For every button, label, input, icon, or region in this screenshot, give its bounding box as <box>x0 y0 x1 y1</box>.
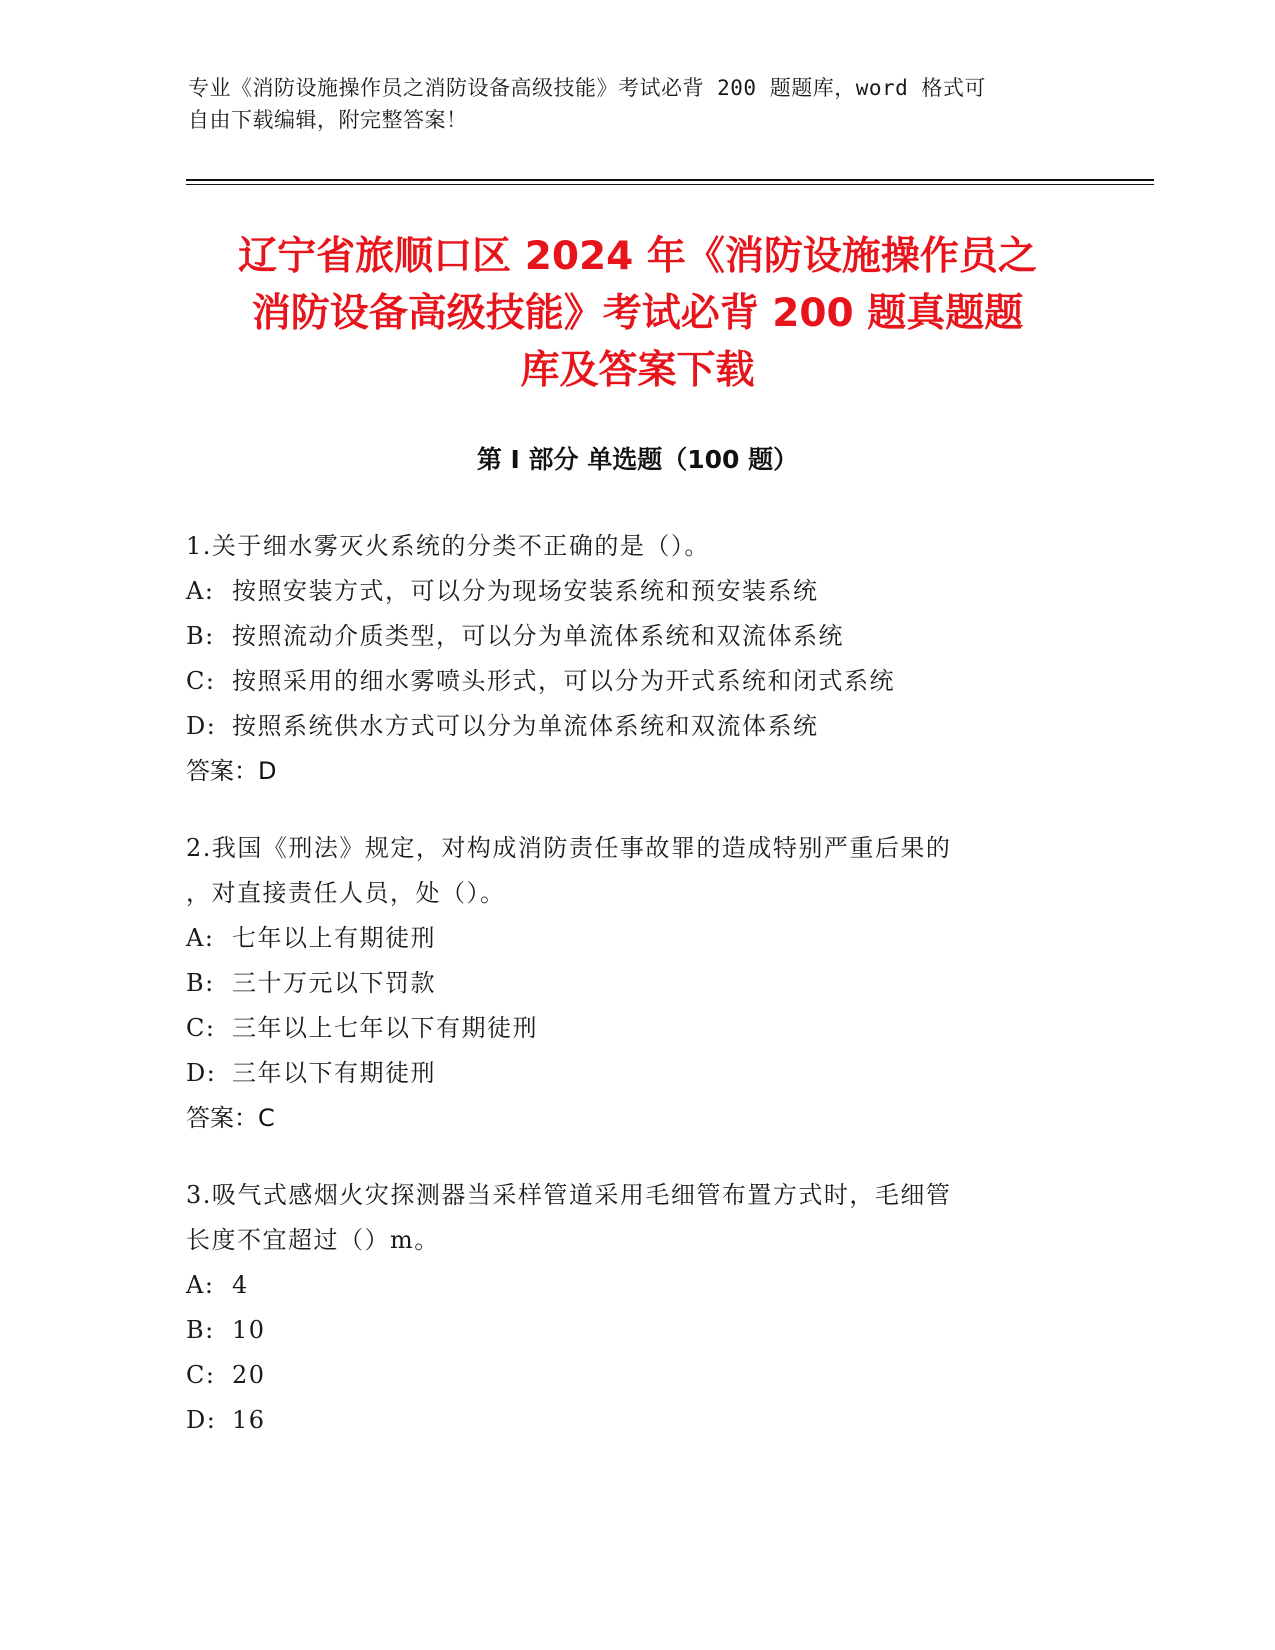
option-text: 三年以上七年以下有期徒刑 <box>232 1014 538 1042</box>
option-b <box>186 961 1066 1006</box>
option-a <box>186 1263 1066 1308</box>
option-text: 按照采用的细水雾喷头形式，可以分为开式系统和闭式系统 <box>232 667 895 695</box>
document-title <box>150 228 1125 399</box>
option-c <box>186 1353 1066 1398</box>
header-note-line: 专业《消防设施操作员之消防设备高级技能》考试必背 200 题题库，word 格式可 <box>188 76 986 100</box>
option-letter: C: <box>186 1014 216 1042</box>
option-c <box>186 659 1066 704</box>
option-letter: B: <box>186 969 215 997</box>
option-text: 4 <box>232 1271 249 1299</box>
question-stem: 1.关于细水雾灭火系统的分类不正确的是（）。 <box>186 532 710 560</box>
option-text: 20 <box>232 1361 266 1389</box>
question-2 <box>186 826 1066 1141</box>
question-stem: 2.我国《刑法》规定，对构成消防责任事故罪的造成特别严重后果的 <box>186 834 952 862</box>
header-note-line: 自由下载编辑，附完整答案！ <box>188 108 468 132</box>
question-3 <box>186 1173 1066 1443</box>
option-b <box>186 1308 1066 1353</box>
option-letter: A: <box>186 1271 215 1299</box>
question-list <box>186 524 1066 1475</box>
answer-line: 答案：C <box>186 1104 275 1132</box>
question-1 <box>186 524 1066 794</box>
option-text: 按照安装方式，可以分为现场安装系统和预安装系统 <box>232 577 819 605</box>
option-b <box>186 614 1066 659</box>
option-letter: D: <box>186 712 217 740</box>
option-text: 按照系统供水方式可以分为单流体系统和双流体系统 <box>232 712 819 740</box>
option-a <box>186 569 1066 614</box>
option-text: 三十万元以下罚款 <box>232 969 436 997</box>
header-divider-thick <box>186 179 1154 181</box>
option-letter: D: <box>186 1406 217 1434</box>
document-title-line: 消防设备高级技能》考试必背 200 题真题题 <box>251 291 1024 336</box>
question-stem: 3.吸气式感烟火灾探测器当采样管道采用毛细管布置方式时，毛细管 <box>186 1181 952 1209</box>
option-letter: D: <box>186 1059 217 1087</box>
document-title-line: 辽宁省旅顺口区 2024 年《消防设施操作员之 <box>238 234 1037 279</box>
option-letter: A: <box>186 577 215 605</box>
document-title-line: 库及答案下载 <box>520 348 755 393</box>
option-letter: A: <box>186 924 215 952</box>
option-a <box>186 916 1066 961</box>
option-text: 七年以上有期徒刑 <box>232 924 436 952</box>
option-d <box>186 1051 1066 1096</box>
option-c <box>186 1006 1066 1051</box>
option-d <box>186 1398 1066 1443</box>
option-letter: B: <box>186 622 215 650</box>
option-letter: C: <box>186 1361 216 1389</box>
header-divider-thin <box>186 184 1154 185</box>
section-heading: 第 I 部分 单选题（100 题） <box>476 445 799 474</box>
option-text: 10 <box>232 1316 266 1344</box>
option-d <box>186 704 1066 749</box>
question-stem-continued: 长度不宜超过（）m。 <box>186 1226 440 1254</box>
option-text: 按照流动介质类型，可以分为单流体系统和双流体系统 <box>232 622 844 650</box>
header-note <box>188 72 1068 136</box>
option-letter: B: <box>186 1316 215 1344</box>
option-letter: C: <box>186 667 216 695</box>
answer-line: 答案：D <box>186 757 277 785</box>
option-text: 16 <box>232 1406 266 1434</box>
question-stem-continued: ，对直接责任人员，处（）。 <box>186 879 506 907</box>
option-text: 三年以下有期徒刑 <box>232 1059 436 1087</box>
